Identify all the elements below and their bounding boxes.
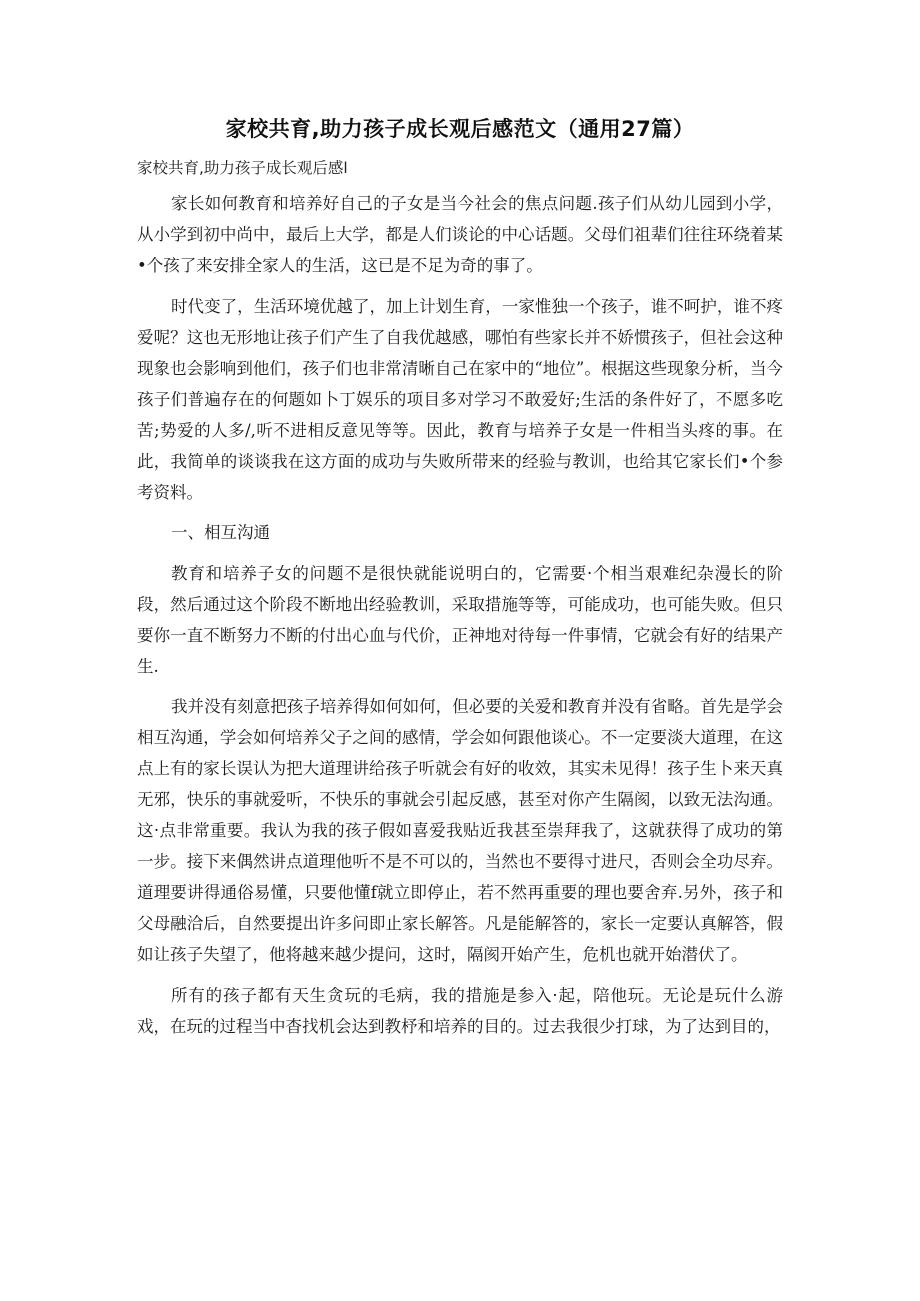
- document-body: [137, 188, 783, 1051]
- section-paragraph: 教育和培养子女的问题不是很快就能说明白的，它需要·个相当艰难纪杂漫长的阶段，然后通过这个阶段不断地出经验教训，采取措施等等，可能成功，也可能失败。但只要你一直不断努力不断的付出心血与代价，正神地对待每一件事情，它就会有好的结果产生.: [137, 563, 783, 676]
- body-paragraph: 时代变了，生活环境优越了，加上计划生育，一家惟独一个孩子，谁不呵护，谁不疼爱呢？这也无形地让孩子们产生了自我优越感，哪怕有些家长并不娇惯孩子，但社会这种现象也会影响到他们，孩子们也非常清晰自己在家中的“地位”。根据这些现象分析，当今孩子们普遍存在的何题如卜丁娱乐的项目多对学习不敢爱好;生活的条件好了，不愿多吃苦;势爱的人多/,听不进相反意见等等。因此，教育与培养子女是一件相当头疼的事。在此，我简单的谈谈我在这方面的成功与失败所带来的经验与教训，也给其它家长们•个参考资料。: [137, 296, 783, 502]
- document-subheading: 家校共育,助力孩子成长观后感l: [137, 159, 348, 177]
- document-title: 家校共育,助力孩子成长观后感范文（通用27篇）: [225, 117, 695, 141]
- section-heading: 一、相互沟通: [171, 523, 270, 542]
- section-paragraph: 我并没有刻意把孩子培养得如何如何，但必要的关爱和教育并没有省略。首先是学会相互沟通，学会如何培养父子之间的感情，学会如何跟他谈心。不一定要淡大道理，在这点上有的家长误认为把大道理讲给孩子听就会有好的收效，其实未见得！孩子生卜来天真无邪，快乐的事就爱听，不快乐的事就会引起反感，甚至对你产生隔阂，以致无法沟通。这·点非常重要。我认为我的孩子假如喜爱我贴近我甚至崇拜我了，这就获得了成功的第一步。接下来偶然讲点道理他听不是不可以的，当然也不要得寸进尺，否则会全功尽弃。道理要讲得通俗易懂，只要他懂f就立即停止，若不然再重要的理也要舍弃.另外，孩子和父母融洽后，自然要提出许多问即止家长解答。凡是能解答的，家长一定要认真解答，假如让孩子失望了，他将越来越少提问，这时，隔阂开始产生，危机也就开始潜伏了。: [137, 697, 783, 964]
- body-paragraph: 家长如何教育和培养好自己的子女是当今社会的焦点问题.孩子们从幼儿园到小学，从小学到初中尚中，最后上大学，都是人们谈论的中心话题。父母们祖辈们往往环绕着某•个孩了来安排全家人的生活，这已是不足为奇的事了。: [137, 194, 783, 275]
- section-paragraph: 所有的孩子都有天生贪玩的毛病，我的措施是参入·起，陪他玩。无论是玩什么游戏，在玩的过程当中杳找机会达到教杼和培养的目的。过去我很少打球，为了达到目的，: [137, 985, 783, 1036]
